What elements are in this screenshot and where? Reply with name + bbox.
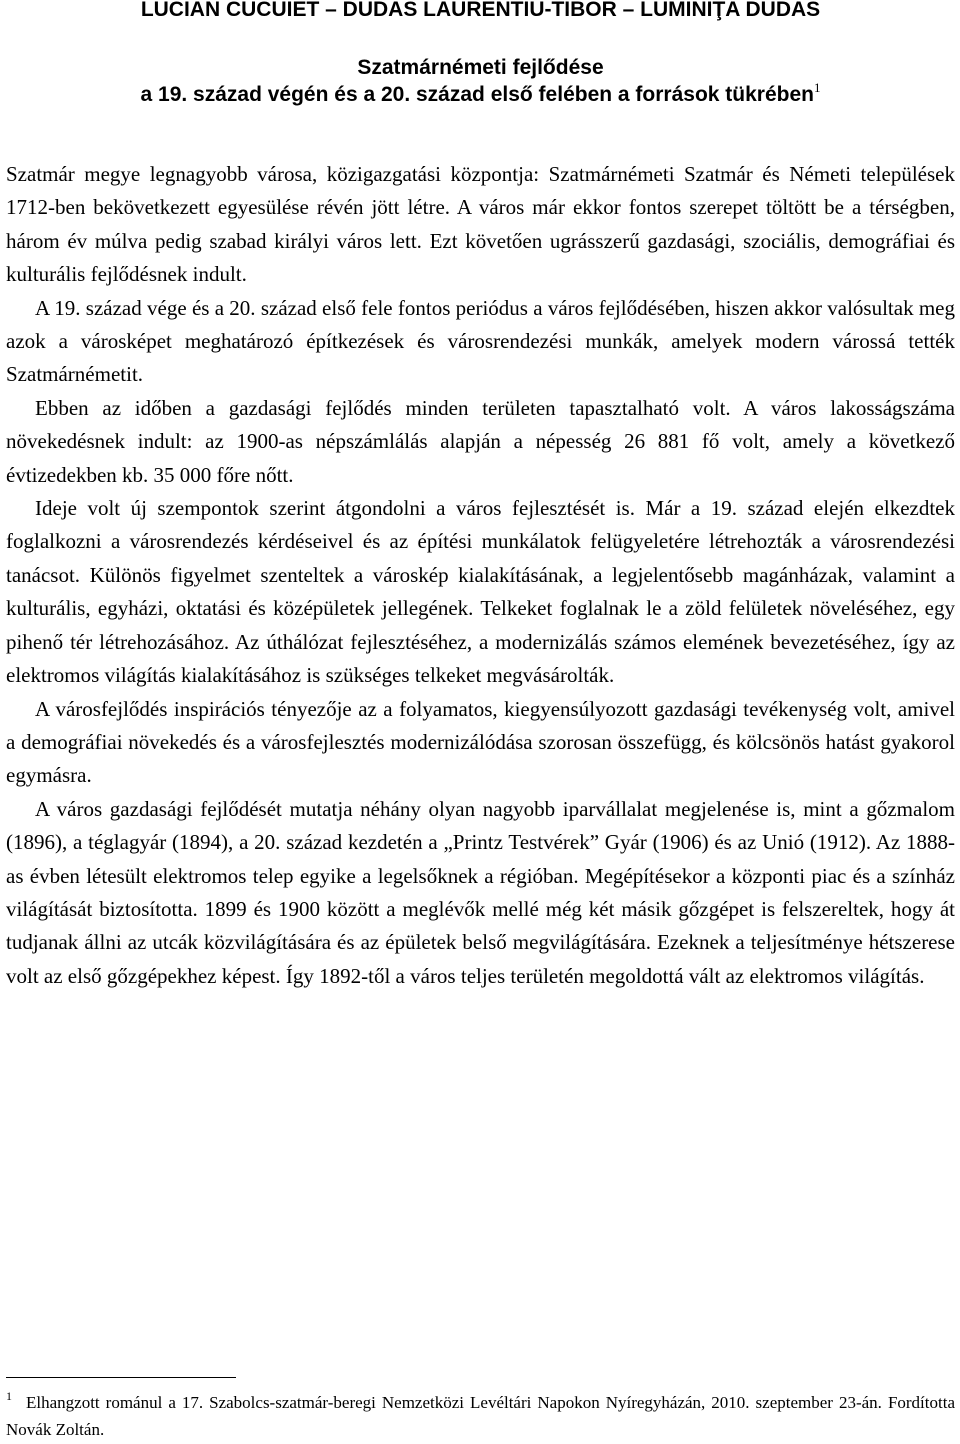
footnote-text: Elhangzott románul a 17. Szabolcs-szatmár-beregi Nemzetközi Levéltári Napokon Nyíregyházán, 2010. szeptember 23-án. Fordította Novák Zoltán. bbox=[6, 1393, 955, 1439]
title-line-2 bbox=[6, 81, 955, 108]
article-title bbox=[6, 54, 955, 108]
title-line-2-text: a 19. század végén és a 20. század első felében a források tükrében bbox=[140, 83, 814, 106]
footnote-separator bbox=[6, 1377, 236, 1378]
footnote bbox=[6, 1389, 955, 1443]
paragraph-3: Ebben az időben a gazdasági fejlődés minden területen tapasztalható volt. A város lakosságszáma növekedésnek indult: az 1900-as népszámlálás alapján a népesség 26 881 fő volt, amely a következő évtizedekben kb. 35 000 főre nőtt. bbox=[6, 395, 955, 487]
paragraph-4: Ideje volt új szempontok szerint átgondolni a város fejlesztését is. Már a 19. század elején elkezdtek foglalkozni a városrendezés kérdéseivel és az építési munkálatok felügyeletére létrehozták a városrendezési tanácsot. Különös figyelmet szenteltek a városkép kialakításának, a legjelentősebb magánházak, valamint a kulturális, egyházi, oktatási és középületek jellegének. Telkeket foglalnak le a zöld felületek növeléséhez, egy pihenő tér létrehozásához. Az úthálózat fejlesztéséhez, a modernizálás számos elemének bevezetéséhez, így az elektromos világítás kialakításához is szükséges telkeket megvásárolták. bbox=[6, 496, 955, 688]
paragraph-1: Szatmár megye legnagyobb városa, közigazgatási központja: Szatmárnémeti Szatmár és Németi települések 1712-ben bekövetkezett egyesülése révén jött létre. A város már ekkor fontos szerepet töltött be a térségben, három év múlva pedig szabad királyi város lett. Ezt követően ugrásszerű gazdasági, szociális, demográfiai és kulturális fejlődésnek indult. bbox=[6, 162, 955, 287]
author-line: LUCIAN CUCUIET – DUDAS LAURENTIU-TIBOR – LUMINIŢA DUDAS bbox=[140, 0, 821, 21]
article-body bbox=[6, 158, 955, 993]
paragraph-2: A 19. század vége és a 20. század első fele fontos periódus a város fejlődésében, hiszen akkor valósultak meg azok a városképet meghatározó építkezések és városrendezési munkák, amelyek modern várossá tették Szatmárnémetit. bbox=[6, 295, 955, 387]
document-page bbox=[6, 0, 955, 993]
title-line-1: Szatmárnémeti fejlődése bbox=[357, 56, 604, 79]
paragraph-5: A városfejlődés inspirációs tényezője az a folyamatos, kiegyensúlyozott gazdasági tevékenység volt, amivel a demográfiai növekedés és a városfejlesztés modernizálódása szorosan összefügg, és kölcsönös hatást gyakorol egymásra. bbox=[6, 696, 955, 788]
footnote-reference[interactable]: 1 bbox=[813, 80, 821, 95]
footnote-number: 1 bbox=[6, 1389, 12, 1403]
paragraph-6: A város gazdasági fejlődését mutatja néhány olyan nagyobb iparvállalat megjelenése is, mint a gőzmalom (1896), a téglagyár (1894), a 20. század kezdetén a „Printz Testvérek” Gyár (1906) és az Unió (1912). Az 1888-as évben létesült elektromos telep egyike a legelsőknek a régióban. Megépítésekor a központi piac és a színház világítását biztosította. 1899 és 1900 között a meglévők mellé még két másik gőzgépet is felszereltek, hogy át tudjanak állni az utcák közvilágítására és az épületek belső megvilágítására. Ezeknek a teljesítménye hétszerese volt az első gőzgépekhez képest. Így 1892-től a város teljes területén megoldottá vált az elektromos világítás. bbox=[6, 796, 955, 988]
